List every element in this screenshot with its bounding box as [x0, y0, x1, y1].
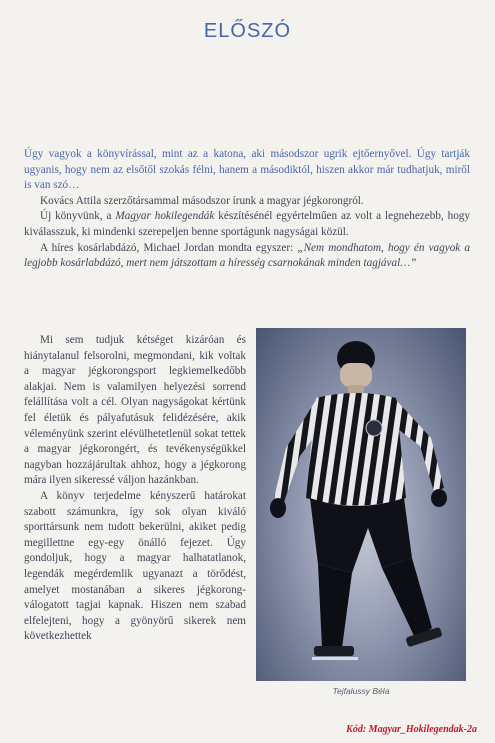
intro-paragraph-book-title: Új könyvünk, a Magyar hokilegendák készítésénél egyértelműen az volt a legnehezebb, hogy kiválasszuk, ki mindenki szerepeljen benne sportágunk nagyságai közül.	[24, 210, 470, 238]
column-text	[24, 333, 246, 645]
book-title: Magyar hokilegendák	[115, 210, 215, 223]
intro-text	[24, 147, 470, 272]
quote-lead: A híres kosárlabdázó, Michael Jordan mondta egyszer:	[40, 241, 298, 254]
page-title: ELŐSZÓ	[203, 20, 292, 42]
referee-photo	[256, 328, 466, 681]
jordan-quote: „Nem mondhatom, hogy én vagyok a legjobb kosárlabdázó, mert nem játszottam a híresség csarnokának minden tagjával…”	[24, 241, 470, 270]
intro-paragraph: Kovács Attila szerzőtársammal másodszor írunk a magyar jégkorongról.	[40, 194, 364, 207]
column-paragraph: A könyv terjedelme kényszerű határokat szabott számunkra, így sok olyan kiváló sporttársunk nem tudott bekerülni, akiket pedig megillettne egy-egy önálló fejezet. Úgy gondoljuk, hogy a magyar halhatatlanok, legendák megérdemlik ugyanazt a törődést, amelyet mostanában a sikeres jégkorong-válogatott tagjai kapnak. Hiszen nem szabad elfelejteni, hogy a gyönyörű sikerek nem következhettek	[24, 489, 246, 643]
quote-paragraph	[24, 241, 470, 272]
column-paragraph: Mi sem tudjuk kétséget kizáróan és hiánytalanul felsorolni, megmondani, kik voltak a magyar jégkorongsport legkiemelkedőbb alakjai. Nem is valamilyen helyezési sorrend felállítása volt a cél. Olyan nagyságokat kértünk fel életük és pályafutásuk felidézésére, akik véleményünk szerint elévülhetetlenül sokat tettek a magyar jégkorongért, és tevékenységükkel nagyban hozzájárultak ahhoz, hogy a jégkorong mára ilyen sikeressé váljon hazánkban.	[24, 334, 246, 487]
photo-caption: Tejfalussy Béla	[332, 686, 390, 696]
intro-paragraph: Úgy vagyok a könyvírással, mint az a katona, aki másodszor ugrik ejtőernyővel. Úgy tartják ugyanis, hogy nem az elsőtől szokás félni, hanem a másodiktól, hiszen akkor már tudhatjuk, miről is van szó…	[24, 148, 470, 192]
footer-code: Kód: Magyar_Hokilegendak-2a	[346, 724, 477, 735]
referee-figure-icon	[256, 328, 466, 681]
